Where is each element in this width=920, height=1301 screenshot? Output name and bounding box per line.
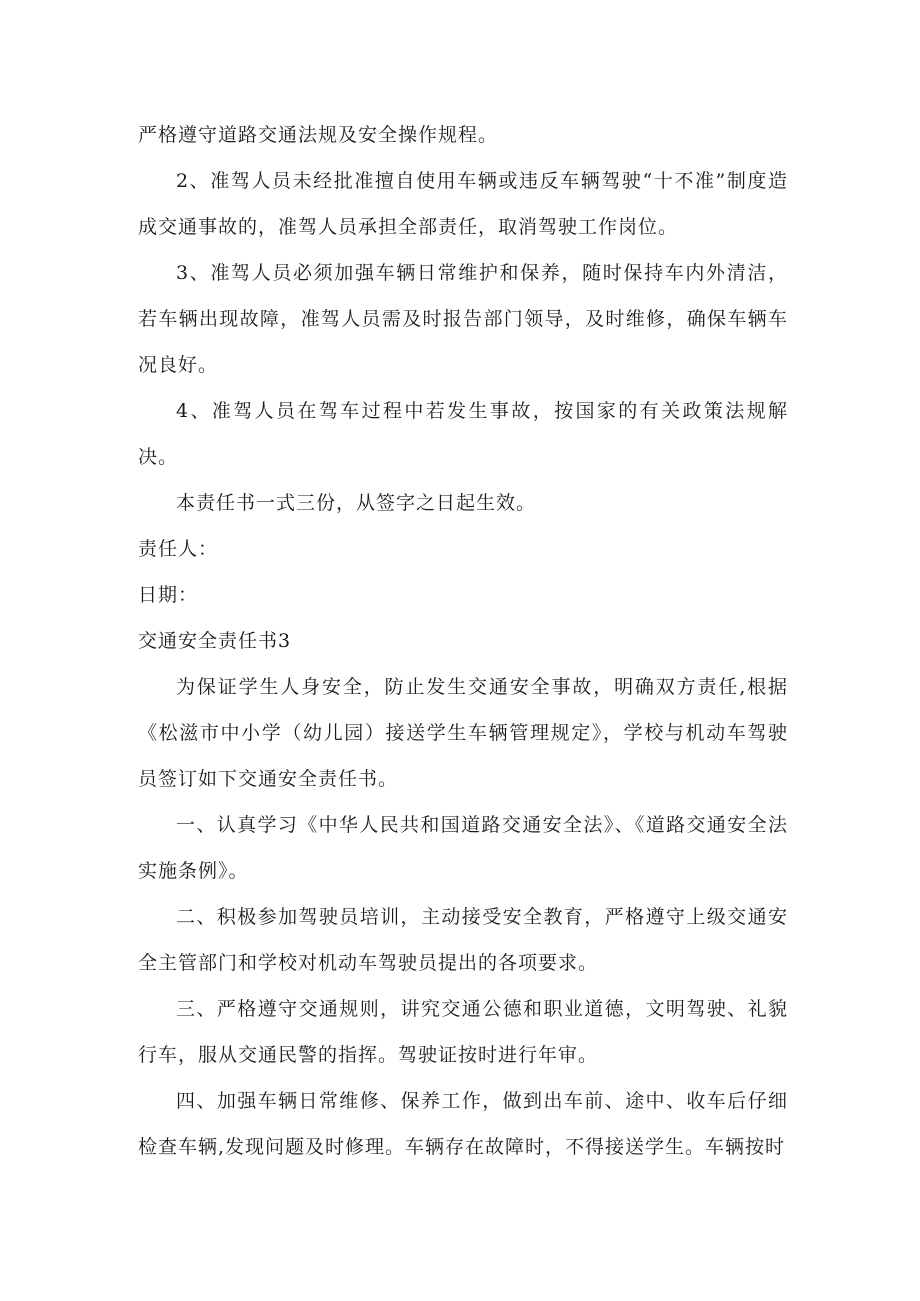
document-body (138, 112, 788, 1170)
section-title: 交通安全责任书3 (138, 630, 292, 652)
responsible-person-label: 责任人： (138, 538, 219, 560)
paragraph-continuation: 严格遵守道路交通法规及安全操作规程。 (138, 124, 499, 146)
paragraph-effective-note: 本责任书一式三份，从签字之日起生效。 (176, 492, 537, 514)
paragraph-clause-1: 一、认真学习《中华人民共和国道路交通安全法》、《道路交通安全法实施条例》。 (138, 814, 788, 882)
paragraph-clause-3: 三、严格遵守交通规则，讲究交通公德和职业道德，文明驾驶、礼貌行车，服从交通民警的指挥。驾驶证按时进行年审。 (138, 998, 788, 1066)
paragraph-item-3: 3、准驾人员必须加强车辆日常维护和保养，随时保持车内外清洁，若车辆出现故障，准驾人员需及时报告部门领导，及时维修，确保车辆车况良好。 (138, 262, 788, 376)
paragraph-item-4: 4、准驾人员在驾车过程中若发生事故，按国家的有关政策法规解决。 (138, 400, 788, 468)
paragraph-intro: 为保证学生人身安全，防止发生交通安全事故，明确双方责任,根据《松滋市中小学（幼儿园）接送学生车辆管理规定》，学校与机动车驾驶员签订如下交通安全责任书。 (138, 676, 788, 790)
paragraph-clause-2: 二、积极参加驾驶员培训，主动接受安全教育，严格遵守上级交通安全主管部门和学校对机动车驾驶员提出的各项要求。 (138, 906, 788, 974)
paragraph-item-2: 2、准驾人员未经批准擅自使用车辆或违反车辆驾驶“十不准”制度造成交通事故的，准驾人员承担全部责任，取消驾驶工作岗位。 (138, 170, 788, 238)
date-label: 日期： (138, 584, 199, 606)
paragraph-clause-4: 四、加强车辆日常维修、保养工作，做到出车前、途中、收车后仔细检查车辆,发现问题及时修理。车辆存在故障时，不得接送学生。车辆按时 (138, 1090, 788, 1158)
